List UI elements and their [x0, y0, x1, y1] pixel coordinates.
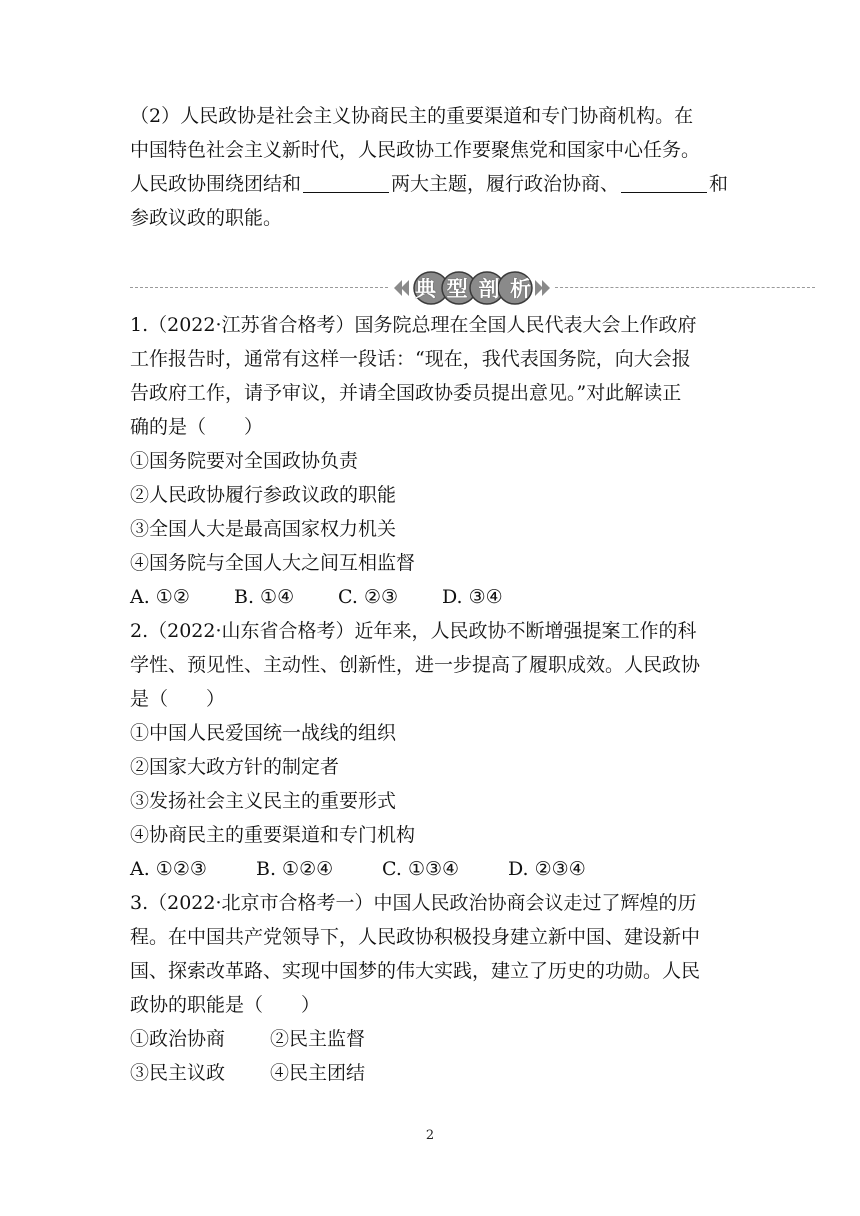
question-1-options — [130, 580, 740, 614]
question-2-statement-3: ③发扬社会主义民主的重要形式 — [130, 790, 397, 812]
question-3-line-1: 3.（2022·北京市合格考一）中国人民政治协商会议走过了辉煌的历 — [130, 892, 697, 914]
question-3-line-4: 政协的职能是（ ） — [130, 994, 321, 1016]
question-1-line-4: 确的是（ ） — [130, 416, 264, 438]
question-1-statement-1: ①国务院要对全国政协负责 — [130, 450, 359, 472]
fill-blank-2[interactable] — [621, 172, 707, 193]
question-3-line-2: 程。在中国共产党领导下，人民政协积极投身建立新中国、建设新中 — [130, 926, 701, 948]
banner-title — [415, 272, 531, 304]
line-3-part-b: 两大主题，履行政治协商、 — [391, 173, 620, 195]
question-1-statement-3: ③全国人大是最高国家权力机关 — [130, 518, 397, 540]
divider-dash-right — [555, 287, 815, 288]
question-3-statement-4: ④民主团结 — [270, 1062, 366, 1084]
banner-char-2: 型 — [446, 277, 468, 301]
question-3 — [130, 886, 740, 1090]
question-2-statement-2: ②国家大政方针的制定者 — [130, 756, 340, 778]
section-divider — [130, 270, 815, 306]
banner-char-1: 典 — [415, 277, 436, 301]
question-2-line-1: 2.（2022·山东省合格考）近年来，人民政协不断增强提案工作的科 — [130, 620, 697, 642]
question-1-line-2: 工作报告时，通常有这样一段话：“现在，我代表国务院，向大会报 — [130, 348, 691, 370]
section-2-paragraph — [130, 99, 740, 235]
question-2-statement-1: ①中国人民爱国统一战线的组织 — [130, 722, 397, 744]
section-2-line-3 — [130, 167, 740, 201]
question-3-line-3: 国、探索改革路、实现中国梦的伟大实践，建立了历史的功勋。人民 — [130, 960, 701, 982]
line-3-part-a: 人民政协围绕团结和 — [130, 173, 302, 195]
page-number: 2 — [425, 1128, 435, 1143]
question-2-line-3: 是（ ） — [130, 688, 226, 710]
question-1-line-1: 1.（2022·江苏省合格考）国务院总理在全国人民代表大会上作政府 — [130, 314, 697, 336]
question-2-line-2: 学性、预见性、主动性、创新性，进一步提高了履职成效。人民政协 — [130, 654, 701, 676]
question-3-statement-row-1 — [130, 1022, 740, 1056]
question-3-statement-3: ③民主议政 — [130, 1062, 226, 1084]
banner-char-4: 析 — [509, 277, 531, 301]
banner-char-3: 剖 — [478, 277, 500, 301]
question-1-statement-2: ②人民政协履行参政议政的职能 — [130, 484, 397, 506]
question-2-option-a[interactable]: A. ①②③ — [130, 858, 207, 880]
question-3-statement-row-2 — [130, 1056, 740, 1090]
question-2-option-b[interactable]: B. ①②④ — [256, 858, 334, 880]
question-1-line-3: 告政府工作，请予审议，并请全国政协委员提出意见。”对此解读正 — [130, 382, 682, 404]
question-2-option-c[interactable]: C. ①③④ — [382, 858, 460, 880]
divider-dash-left — [130, 287, 388, 288]
question-2 — [130, 614, 740, 886]
question-1-option-a[interactable]: A. ①② — [130, 586, 190, 608]
section-2-line-4: 参政议政的职能。 — [130, 207, 283, 229]
section-2-line-2: 中国特色社会主义新时代，人民政协工作要聚焦党和国家中心任务。 — [130, 139, 701, 161]
section-2-line-1: （2）人民政协是社会主义协商民主的重要渠道和专门协商机构。在 — [130, 105, 694, 127]
fill-blank-1[interactable] — [303, 172, 389, 193]
question-1-option-c[interactable]: C. ②③ — [338, 586, 399, 608]
question-2-options — [130, 852, 740, 886]
question-2-option-d[interactable]: D. ②③④ — [508, 858, 586, 880]
question-3-statement-1: ①政治协商 — [130, 1028, 226, 1050]
question-1-option-b[interactable]: B. ①④ — [234, 586, 295, 608]
line-3-part-c: 和 — [709, 173, 729, 195]
question-1-statement-4: ④国务院与全国人大之间互相监督 — [130, 552, 416, 574]
question-2-statement-4: ④协商民主的重要渠道和专门机构 — [130, 824, 416, 846]
question-1-option-d[interactable]: D. ③④ — [442, 586, 503, 608]
question-1 — [130, 308, 740, 614]
question-3-statement-2: ②民主监督 — [270, 1028, 366, 1050]
